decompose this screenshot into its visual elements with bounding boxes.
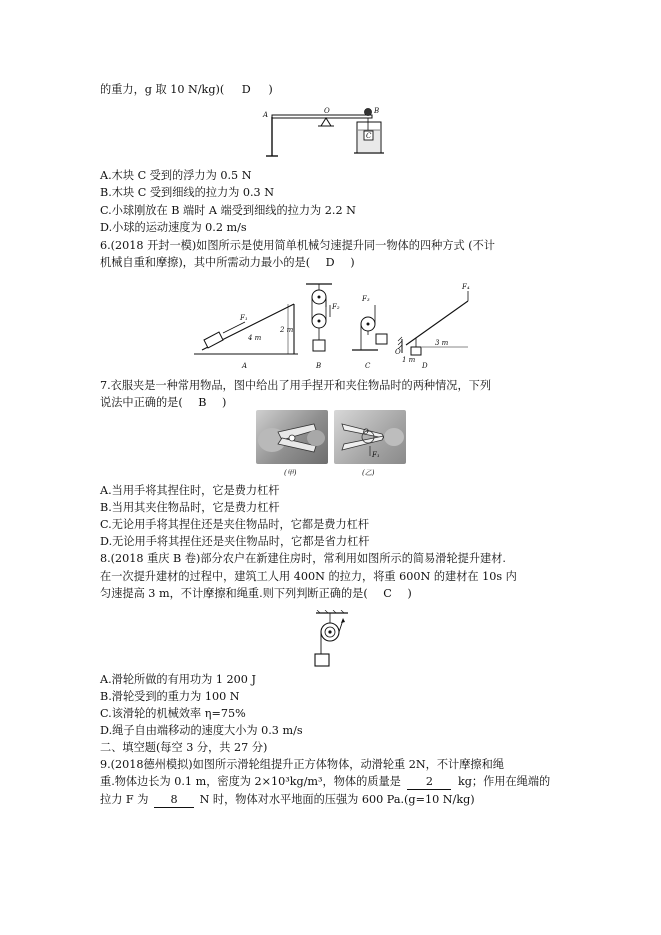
q8-option-a: A.滑轮所做的有用功为 1 200 J bbox=[100, 673, 256, 686]
clothespin-jia-sketch bbox=[256, 410, 328, 464]
label-b: B bbox=[316, 362, 322, 370]
machines-diagram bbox=[190, 277, 490, 372]
label-f1: F₁ bbox=[372, 451, 380, 459]
q9-line3 bbox=[100, 792, 475, 808]
label-1m: 1 m bbox=[402, 356, 416, 364]
q8-option-b: B.滑轮受到的重力为 100 N bbox=[100, 690, 240, 703]
q9-line3-tail: N 时，物体对水平地面的压强为 600 Pa.(g=10 N/kg) bbox=[199, 793, 475, 806]
q9-line2 bbox=[100, 774, 550, 790]
label-3m: 3 m bbox=[435, 339, 449, 347]
pulley-figure bbox=[310, 610, 354, 668]
clothespin-photo-jia bbox=[256, 410, 328, 464]
q8-line3 bbox=[100, 586, 412, 601]
q6-line2 bbox=[100, 255, 355, 270]
q8-option-c: C.该滑轮的机械效率 η=75% bbox=[100, 707, 246, 720]
label-2m: 2 m bbox=[280, 326, 294, 334]
q7-answer: B bbox=[198, 396, 207, 409]
q7-option-a: A.当用手将其捏住时，它是费力杠杆 bbox=[100, 484, 280, 497]
caption-jia: (甲) bbox=[284, 469, 297, 477]
q7-option-d: D.无论用手将其捏住还是夹住物品时，它都是省力杠杆 bbox=[100, 535, 370, 548]
pulley-diagram bbox=[310, 610, 354, 668]
label-b: B bbox=[374, 107, 380, 115]
q8-line3-close: ) bbox=[407, 587, 412, 600]
q8-line1: 8.(2018 重庆 B 卷)部分农户在新建住房时，常利用如图所示的简易滑轮提升建材. bbox=[100, 552, 506, 565]
lever-diagram bbox=[258, 104, 398, 158]
q9-blank-force: 8 bbox=[154, 792, 194, 808]
label-c: C bbox=[366, 132, 372, 140]
label-f2: F₂ bbox=[332, 303, 340, 311]
clothespin-photo-yi bbox=[334, 410, 406, 464]
q7-line2-close: ) bbox=[222, 396, 227, 409]
label-a: A bbox=[242, 362, 248, 370]
q6-line2-close: ) bbox=[350, 256, 355, 269]
captions-svg bbox=[256, 466, 406, 478]
q-prev-option-a: A.木块 C 受到的浮力为 0.5 N bbox=[100, 169, 252, 182]
q7-option-b: B.当用其夹住物品时，它是费力杠杆 bbox=[100, 501, 280, 514]
label-a: A bbox=[263, 111, 269, 119]
q9-blank-mass: 2 bbox=[407, 774, 451, 790]
label-f3: F₃ bbox=[362, 295, 370, 303]
q-prev-stem-text: 的重力，g 取 10 N/kg)( bbox=[100, 83, 225, 96]
q7-line2 bbox=[100, 395, 226, 410]
label-f1: F₁ bbox=[240, 314, 248, 322]
q-prev-option-d: D.小球的运动速度为 0.2 m/s bbox=[100, 221, 247, 234]
label-f4: F₄ bbox=[462, 283, 470, 291]
q-prev-option-c: C.小球刚放在 B 端时 A 端受到细线的拉力为 2.2 N bbox=[100, 204, 356, 217]
q8-answer: C bbox=[383, 587, 392, 600]
q6-answer: D bbox=[325, 256, 335, 269]
caption-yi: (乙) bbox=[362, 469, 375, 477]
q7-line2-text: 说法中正确的是( bbox=[100, 396, 183, 409]
q6-line1: 6.(2018 开封一模)如图所示是使用简单机械匀速提升同一物体的四种方式 (不计 bbox=[100, 239, 495, 252]
label-o: O bbox=[324, 107, 330, 115]
label-o: O bbox=[363, 428, 369, 436]
label-4m: 4 m bbox=[248, 334, 262, 342]
q7-option-c: C.无论用手将其捏住还是夹住物品时，它都是费力杠杆 bbox=[100, 518, 370, 531]
label-o: O bbox=[395, 348, 401, 356]
q-prev-answer: D bbox=[241, 83, 251, 96]
clothespin-captions bbox=[256, 466, 406, 478]
q8-line3-text: 匀速提高 3 m，不计摩擦和绳重.则下列判断正确的是( bbox=[100, 587, 368, 600]
q-prev-close: ) bbox=[268, 83, 273, 96]
machines-figure bbox=[190, 277, 490, 372]
q-prev-stem bbox=[100, 82, 273, 97]
lever-figure bbox=[258, 104, 398, 158]
section-heading-fill-in: 二、填空题(每空 3 分，共 27 分) bbox=[100, 741, 268, 754]
q6-line2-text: 机械自重和摩擦)，其中所需动力最小的是( bbox=[100, 256, 311, 269]
q8-option-d: D.绳子自由端移动的速度大小为 0.3 m/s bbox=[100, 724, 303, 737]
label-d: D bbox=[422, 362, 428, 370]
q7-line1: 7.衣服夹是一种常用物品，图中给出了用手捏开和夹住物品时的两种情况，下列 bbox=[100, 379, 492, 392]
q9-line2-tail: kg；作用在绳端的 bbox=[457, 775, 551, 788]
label-c: C bbox=[365, 362, 371, 370]
q9-line1: 9.(2018德州模拟)如图所示滑轮组提升正方体物体，动滑轮重 2N，不计摩擦和绳 bbox=[100, 758, 504, 771]
q-prev-option-b: B.木块 C 受到细线的拉力为 0.3 N bbox=[100, 186, 275, 199]
q9-line2-text: 重.物体边长为 0.1 m，密度为 2×10³kg/m³，物体的质量是 bbox=[100, 775, 401, 788]
clothespin-yi-sketch bbox=[334, 410, 406, 464]
q9-line3-text: 拉力 F 为 bbox=[100, 793, 149, 806]
q8-line2: 在一次提升建材的过程中，建筑工人用 400N 的拉力，将重 600N 的建材在 10s 内 bbox=[100, 570, 517, 583]
